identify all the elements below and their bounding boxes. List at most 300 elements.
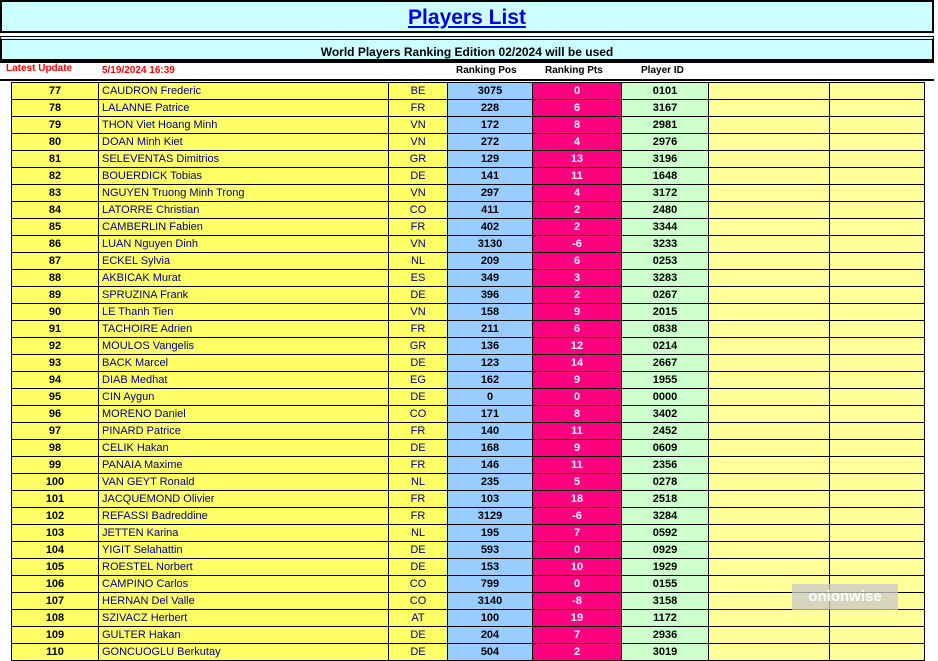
player-country[interactable]: NL: [389, 253, 448, 270]
player-id[interactable]: 0278: [622, 474, 709, 491]
player-ranking-pos[interactable]: 228: [448, 100, 533, 117]
table-row: [12, 134, 925, 151]
player-id[interactable]: 3167: [622, 100, 709, 117]
player-ranking-pts[interactable]: 9: [533, 304, 622, 321]
player-rank[interactable]: 89: [12, 287, 99, 304]
player-name[interactable]: ROESTEL Norbert: [99, 559, 389, 576]
player-ranking-pos[interactable]: 396: [448, 287, 533, 304]
player-ranking-pts[interactable]: 3: [533, 270, 622, 287]
player-name[interactable]: CELIK Hakan: [99, 440, 389, 457]
player-rank[interactable]: 104: [12, 542, 99, 559]
empty-cell[interactable]: [830, 627, 925, 644]
player-id[interactable]: 0214: [622, 338, 709, 355]
player-id[interactable]: 1955: [622, 372, 709, 389]
player-ranking-pts[interactable]: 9: [533, 372, 622, 389]
player-rank[interactable]: 110: [12, 644, 99, 661]
player-id[interactable]: 3019: [622, 644, 709, 661]
table-row: [12, 576, 925, 593]
player-country[interactable]: DE: [389, 440, 448, 457]
empty-cell[interactable]: [709, 355, 830, 372]
player-ranking-pts[interactable]: 12: [533, 338, 622, 355]
player-ranking-pos[interactable]: 272: [448, 134, 533, 151]
player-ranking-pts[interactable]: 4: [533, 185, 622, 202]
table-row: [12, 185, 925, 202]
player-country[interactable]: VN: [389, 117, 448, 134]
table-row: [12, 253, 925, 270]
empty-cell[interactable]: [830, 287, 925, 304]
empty-cell[interactable]: [709, 168, 830, 185]
empty-cell[interactable]: [830, 406, 925, 423]
empty-cell[interactable]: [830, 610, 925, 627]
player-ranking-pts[interactable]: -6: [533, 508, 622, 525]
player-ranking-pts[interactable]: 11: [533, 457, 622, 474]
player-ranking-pos[interactable]: 136: [448, 338, 533, 355]
empty-cell[interactable]: [830, 304, 925, 321]
empty-cell[interactable]: [830, 389, 925, 406]
empty-cell[interactable]: [830, 117, 925, 134]
player-country[interactable]: VN: [389, 304, 448, 321]
player-id[interactable]: 2976: [622, 134, 709, 151]
player-ranking-pts[interactable]: 2: [533, 202, 622, 219]
player-id[interactable]: 1929: [622, 559, 709, 576]
player-country[interactable]: CO: [389, 593, 448, 610]
table-row: [12, 627, 925, 644]
player-rank[interactable]: 77: [12, 83, 99, 100]
player-rank[interactable]: 93: [12, 355, 99, 372]
player-ranking-pts[interactable]: 7: [533, 627, 622, 644]
player-rank[interactable]: 87: [12, 253, 99, 270]
empty-cell[interactable]: [830, 525, 925, 542]
player-rank[interactable]: 78: [12, 100, 99, 117]
empty-cell[interactable]: [709, 508, 830, 525]
player-ranking-pos[interactable]: 235: [448, 474, 533, 491]
player-ranking-pos[interactable]: 103: [448, 491, 533, 508]
player-name[interactable]: LUAN Nguyen Dinh: [99, 236, 389, 253]
player-id[interactable]: 3196: [622, 151, 709, 168]
player-id[interactable]: 0101: [622, 83, 709, 100]
table-row: [12, 304, 925, 321]
empty-cell[interactable]: [709, 83, 830, 100]
player-country[interactable]: GR: [389, 151, 448, 168]
player-ranking-pos[interactable]: 799: [448, 576, 533, 593]
player-ranking-pts[interactable]: 6: [533, 100, 622, 117]
player-ranking-pos[interactable]: 297: [448, 185, 533, 202]
empty-cell[interactable]: [709, 372, 830, 389]
player-rank[interactable]: 88: [12, 270, 99, 287]
empty-cell[interactable]: [830, 644, 925, 661]
page-title-link[interactable]: Players List: [408, 6, 526, 29]
table-row: [12, 83, 925, 100]
player-ranking-pts[interactable]: 19: [533, 610, 622, 627]
player-ranking-pos[interactable]: 129: [448, 151, 533, 168]
player-rank[interactable]: 86: [12, 236, 99, 253]
player-country[interactable]: CO: [389, 202, 448, 219]
table-row: [12, 355, 925, 372]
table-row: [12, 389, 925, 406]
player-name[interactable]: YIGIT Selahattin: [99, 542, 389, 559]
player-ranking-pos[interactable]: 211: [448, 321, 533, 338]
player-ranking-pts[interactable]: 7: [533, 525, 622, 542]
player-id[interactable]: 0838: [622, 321, 709, 338]
player-id[interactable]: 0155: [622, 576, 709, 593]
player-name[interactable]: VAN GEYT Ronald: [99, 474, 389, 491]
player-ranking-pos[interactable]: 204: [448, 627, 533, 644]
empty-cell[interactable]: [830, 253, 925, 270]
empty-cell[interactable]: [830, 168, 925, 185]
player-ranking-pos[interactable]: 3129: [448, 508, 533, 525]
empty-cell[interactable]: [709, 406, 830, 423]
player-country[interactable]: DE: [389, 355, 448, 372]
empty-cell[interactable]: [709, 610, 830, 627]
player-ranking-pts[interactable]: 11: [533, 423, 622, 440]
player-rank[interactable]: 83: [12, 185, 99, 202]
player-ranking-pos[interactable]: 100: [448, 610, 533, 627]
empty-cell[interactable]: [709, 100, 830, 117]
empty-cell[interactable]: [830, 151, 925, 168]
empty-cell[interactable]: [709, 287, 830, 304]
player-ranking-pos[interactable]: 411: [448, 202, 533, 219]
player-rank[interactable]: 103: [12, 525, 99, 542]
player-rank[interactable]: 80: [12, 134, 99, 151]
player-rank[interactable]: 99: [12, 457, 99, 474]
empty-cell[interactable]: [709, 117, 830, 134]
player-ranking-pos[interactable]: 3130: [448, 236, 533, 253]
empty-cell[interactable]: [709, 627, 830, 644]
player-id[interactable]: 2936: [622, 627, 709, 644]
table-row: [12, 219, 925, 236]
player-ranking-pts[interactable]: 0: [533, 83, 622, 100]
player-ranking-pts[interactable]: 0: [533, 576, 622, 593]
player-ranking-pos[interactable]: 195: [448, 525, 533, 542]
player-ranking-pts[interactable]: 0: [533, 542, 622, 559]
player-country[interactable]: ES: [389, 270, 448, 287]
empty-cell[interactable]: [709, 202, 830, 219]
empty-cell[interactable]: [709, 389, 830, 406]
empty-cell[interactable]: [830, 270, 925, 287]
player-name[interactable]: GULTER Hakan: [99, 627, 389, 644]
empty-cell[interactable]: [709, 457, 830, 474]
empty-cell[interactable]: [830, 202, 925, 219]
player-name[interactable]: PANAIA Maxime: [99, 457, 389, 474]
player-rank[interactable]: 90: [12, 304, 99, 321]
player-ranking-pts[interactable]: 18: [533, 491, 622, 508]
player-country[interactable]: DE: [389, 168, 448, 185]
player-ranking-pts[interactable]: 5: [533, 474, 622, 491]
empty-cell[interactable]: [830, 83, 925, 100]
empty-cell[interactable]: [830, 440, 925, 457]
empty-cell[interactable]: [709, 236, 830, 253]
empty-cell[interactable]: [830, 219, 925, 236]
player-name[interactable]: CAMBERLIN Fabien: [99, 219, 389, 236]
player-rank[interactable]: 95: [12, 389, 99, 406]
empty-cell[interactable]: [830, 355, 925, 372]
player-id[interactable]: 0929: [622, 542, 709, 559]
player-id[interactable]: 0592: [622, 525, 709, 542]
player-ranking-pts[interactable]: 14: [533, 355, 622, 372]
player-name[interactable]: MOULOS Vangelis: [99, 338, 389, 355]
player-id[interactable]: 2518: [622, 491, 709, 508]
player-name[interactable]: BOUERDICK Tobias: [99, 168, 389, 185]
column-header-row: [0, 61, 934, 81]
player-country[interactable]: VN: [389, 185, 448, 202]
player-rank[interactable]: 91: [12, 321, 99, 338]
latest-update-value: 5/19/2024 16:39: [102, 65, 175, 76]
player-country[interactable]: FR: [389, 457, 448, 474]
player-name[interactable]: THON Viet Hoang Minh: [99, 117, 389, 134]
empty-cell[interactable]: [830, 372, 925, 389]
player-name[interactable]: REFASSI Badreddine: [99, 508, 389, 525]
player-name[interactable]: TACHOIRE Adrien: [99, 321, 389, 338]
player-ranking-pos[interactable]: 402: [448, 219, 533, 236]
player-id[interactable]: 3158: [622, 593, 709, 610]
player-country[interactable]: BE: [389, 83, 448, 100]
player-ranking-pts[interactable]: 6: [533, 321, 622, 338]
empty-cell[interactable]: [709, 219, 830, 236]
player-rank[interactable]: 94: [12, 372, 99, 389]
empty-cell[interactable]: [830, 474, 925, 491]
empty-cell[interactable]: [830, 236, 925, 253]
player-country[interactable]: FR: [389, 491, 448, 508]
player-country[interactable]: CO: [389, 576, 448, 593]
player-name[interactable]: AKBICAK Murat: [99, 270, 389, 287]
player-country[interactable]: DE: [389, 559, 448, 576]
player-rank[interactable]: 82: [12, 168, 99, 185]
player-rank[interactable]: 100: [12, 474, 99, 491]
player-country[interactable]: EG: [389, 372, 448, 389]
player-ranking-pos[interactable]: 141: [448, 168, 533, 185]
table-row: [12, 117, 925, 134]
player-ranking-pos[interactable]: 3140: [448, 593, 533, 610]
player-country[interactable]: FR: [389, 219, 448, 236]
player-name[interactable]: HERNAN Del Valle: [99, 593, 389, 610]
player-ranking-pos[interactable]: 3075: [448, 83, 533, 100]
player-rank[interactable]: 85: [12, 219, 99, 236]
player-ranking-pos[interactable]: 0: [448, 389, 533, 406]
player-ranking-pos[interactable]: 593: [448, 542, 533, 559]
player-ranking-pts[interactable]: 10: [533, 559, 622, 576]
player-rank[interactable]: 106: [12, 576, 99, 593]
player-id[interactable]: 2981: [622, 117, 709, 134]
player-rank[interactable]: 98: [12, 440, 99, 457]
player-country[interactable]: NL: [389, 474, 448, 491]
player-id[interactable]: 2452: [622, 423, 709, 440]
empty-cell[interactable]: [830, 100, 925, 117]
table-row: [12, 610, 925, 627]
empty-cell[interactable]: [709, 491, 830, 508]
player-country[interactable]: FR: [389, 100, 448, 117]
table-row: [12, 644, 925, 661]
player-country[interactable]: CO: [389, 406, 448, 423]
empty-cell[interactable]: [830, 559, 925, 576]
player-id[interactable]: 3233: [622, 236, 709, 253]
player-rank[interactable]: 79: [12, 117, 99, 134]
player-ranking-pos[interactable]: 172: [448, 117, 533, 134]
table-row: [12, 440, 925, 457]
player-name[interactable]: SPRUZINA Frank: [99, 287, 389, 304]
empty-cell[interactable]: [830, 338, 925, 355]
empty-cell[interactable]: [709, 270, 830, 287]
empty-cell[interactable]: [709, 304, 830, 321]
subtitle: World Players Ranking Edition 02/2024 will be used: [320, 45, 614, 59]
player-country[interactable]: DE: [389, 627, 448, 644]
player-name[interactable]: ECKEL Sylvia: [99, 253, 389, 270]
empty-cell[interactable]: [830, 457, 925, 474]
player-ranking-pos[interactable]: 140: [448, 423, 533, 440]
player-ranking-pos[interactable]: 168: [448, 440, 533, 457]
player-country[interactable]: DE: [389, 644, 448, 661]
empty-cell[interactable]: [709, 644, 830, 661]
player-name[interactable]: SZIVACZ Herbert: [99, 610, 389, 627]
player-country[interactable]: GR: [389, 338, 448, 355]
player-id[interactable]: 0267: [622, 287, 709, 304]
table-row: [12, 406, 925, 423]
table-row: [12, 423, 925, 440]
player-id[interactable]: 1172: [622, 610, 709, 627]
player-ranking-pts[interactable]: 4: [533, 134, 622, 151]
player-name[interactable]: DIAB Medhat: [99, 372, 389, 389]
player-ranking-pos[interactable]: 162: [448, 372, 533, 389]
table-row: [12, 525, 925, 542]
player-id[interactable]: 3344: [622, 219, 709, 236]
player-id[interactable]: 2015: [622, 304, 709, 321]
table-row: [12, 270, 925, 287]
empty-cell[interactable]: [830, 423, 925, 440]
player-ranking-pos[interactable]: 349: [448, 270, 533, 287]
player-rank[interactable]: 84: [12, 202, 99, 219]
player-ranking-pts[interactable]: -8: [533, 593, 622, 610]
player-ranking-pos[interactable]: 209: [448, 253, 533, 270]
player-id[interactable]: 0609: [622, 440, 709, 457]
player-name[interactable]: MORENO Daniel: [99, 406, 389, 423]
table-row: [12, 491, 925, 508]
player-rank[interactable]: 96: [12, 406, 99, 423]
player-id[interactable]: 2480: [622, 202, 709, 219]
player-name[interactable]: CAUDRON Frederic: [99, 83, 389, 100]
player-name[interactable]: DOAN Minh Kiet: [99, 134, 389, 151]
player-rank[interactable]: 81: [12, 151, 99, 168]
player-country[interactable]: FR: [389, 321, 448, 338]
empty-cell[interactable]: [830, 491, 925, 508]
table-row: [12, 559, 925, 576]
player-rank[interactable]: 109: [12, 627, 99, 644]
empty-cell[interactable]: [830, 134, 925, 151]
player-ranking-pts[interactable]: 13: [533, 151, 622, 168]
empty-cell[interactable]: [709, 423, 830, 440]
player-ranking-pts[interactable]: 2: [533, 219, 622, 236]
empty-cell[interactable]: [709, 338, 830, 355]
player-country[interactable]: NL: [389, 525, 448, 542]
player-ranking-pos[interactable]: 504: [448, 644, 533, 661]
player-name[interactable]: LALANNE Patrice: [99, 100, 389, 117]
player-ranking-pos[interactable]: 153: [448, 559, 533, 576]
player-country[interactable]: VN: [389, 236, 448, 253]
player-name[interactable]: BACK Marcel: [99, 355, 389, 372]
player-rank[interactable]: 102: [12, 508, 99, 525]
empty-cell[interactable]: [709, 151, 830, 168]
player-id[interactable]: 2356: [622, 457, 709, 474]
player-name[interactable]: JACQUEMOND Olivier: [99, 491, 389, 508]
player-id[interactable]: 3402: [622, 406, 709, 423]
player-country[interactable]: FR: [389, 508, 448, 525]
player-ranking-pts[interactable]: 6: [533, 253, 622, 270]
empty-cell[interactable]: [830, 321, 925, 338]
header-ranking-pts: Ranking Pts: [545, 65, 603, 76]
player-ranking-pts[interactable]: 2: [533, 287, 622, 304]
player-name[interactable]: JETTEN Karina: [99, 525, 389, 542]
player-name[interactable]: CIN Aygun: [99, 389, 389, 406]
player-ranking-pos[interactable]: 171: [448, 406, 533, 423]
player-rank[interactable]: 92: [12, 338, 99, 355]
player-rank[interactable]: 101: [12, 491, 99, 508]
player-country[interactable]: DE: [389, 389, 448, 406]
empty-cell[interactable]: [709, 559, 830, 576]
player-country[interactable]: FR: [389, 423, 448, 440]
table-row: [12, 236, 925, 253]
empty-cell[interactable]: [709, 185, 830, 202]
player-rank[interactable]: 107: [12, 593, 99, 610]
player-ranking-pts[interactable]: 0: [533, 389, 622, 406]
player-rank[interactable]: 108: [12, 610, 99, 627]
empty-cell[interactable]: [830, 542, 925, 559]
player-country[interactable]: DE: [389, 287, 448, 304]
player-ranking-pos[interactable]: 158: [448, 304, 533, 321]
empty-cell[interactable]: [709, 134, 830, 151]
table-row: [12, 100, 925, 117]
player-rank[interactable]: 105: [12, 559, 99, 576]
player-ranking-pos[interactable]: 146: [448, 457, 533, 474]
player-rank[interactable]: 97: [12, 423, 99, 440]
empty-cell[interactable]: [709, 321, 830, 338]
player-country[interactable]: DE: [389, 542, 448, 559]
empty-cell[interactable]: [830, 185, 925, 202]
player-id[interactable]: 0000: [622, 389, 709, 406]
player-name[interactable]: LATORRE Christian: [99, 202, 389, 219]
player-country[interactable]: AT: [389, 610, 448, 627]
player-name[interactable]: CAMPINO Carlos: [99, 576, 389, 593]
player-name[interactable]: GONCUOGLU Berkutay: [99, 644, 389, 661]
player-country[interactable]: VN: [389, 134, 448, 151]
table-row: [12, 593, 925, 610]
table-row: [12, 321, 925, 338]
player-id[interactable]: 2667: [622, 355, 709, 372]
empty-cell[interactable]: [830, 508, 925, 525]
player-ranking-pts[interactable]: -6: [533, 236, 622, 253]
player-id[interactable]: 3172: [622, 185, 709, 202]
player-id[interactable]: 1648: [622, 168, 709, 185]
player-id[interactable]: 3284: [622, 508, 709, 525]
player-ranking-pts[interactable]: 11: [533, 168, 622, 185]
player-ranking-pts[interactable]: 2: [533, 644, 622, 661]
empty-cell[interactable]: [709, 474, 830, 491]
empty-cell[interactable]: [709, 253, 830, 270]
empty-cell[interactable]: [709, 542, 830, 559]
player-name[interactable]: SELEVENTAS Dimitrios: [99, 151, 389, 168]
player-ranking-pts[interactable]: 8: [533, 406, 622, 423]
empty-cell[interactable]: [709, 525, 830, 542]
table-row: [12, 287, 925, 304]
player-ranking-pts[interactable]: 8: [533, 117, 622, 134]
player-id[interactable]: 3283: [622, 270, 709, 287]
table-row: [12, 372, 925, 389]
player-name[interactable]: NGUYEN Truong Minh Trong: [99, 185, 389, 202]
player-name[interactable]: LE Thanh Tien: [99, 304, 389, 321]
empty-cell[interactable]: [709, 440, 830, 457]
player-ranking-pts[interactable]: 9: [533, 440, 622, 457]
player-name[interactable]: PINARD Patrice: [99, 423, 389, 440]
player-ranking-pos[interactable]: 123: [448, 355, 533, 372]
player-id[interactable]: 0253: [622, 253, 709, 270]
header-ranking-pos: Ranking Pos: [456, 65, 517, 76]
